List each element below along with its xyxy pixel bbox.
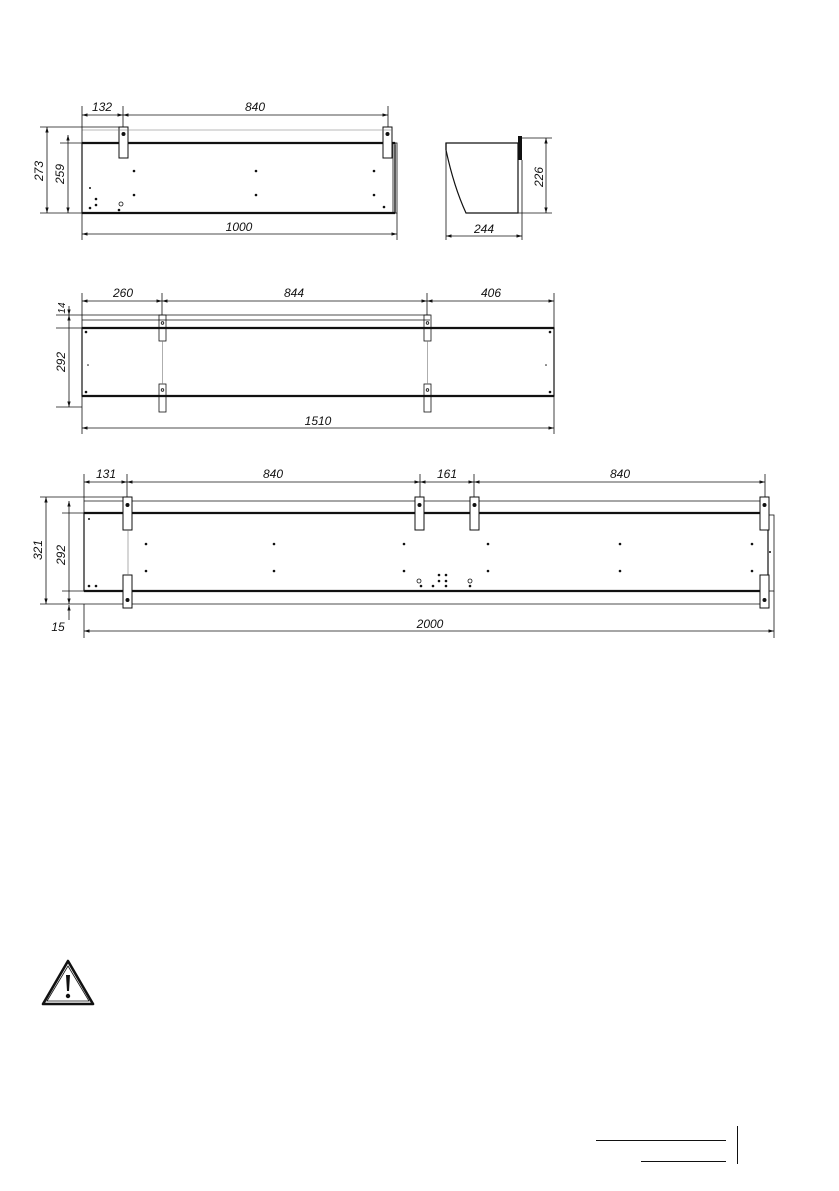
profile-outline: [446, 143, 518, 213]
dim-406-label: 406: [480, 286, 502, 300]
dim-840-right-label: 840: [609, 467, 631, 481]
dim-1510-label: 1510: [304, 414, 332, 428]
dim-226-label: 226: [532, 166, 546, 188]
dim-844-label: 844: [283, 286, 305, 300]
footer-rule-upper: [596, 1140, 726, 1141]
mounting-bracket: [123, 497, 132, 530]
dim-292-label: 292: [54, 351, 68, 373]
mounting-bracket: [123, 575, 132, 608]
side-profile-view: [446, 136, 552, 240]
mounting-bracket: [760, 497, 769, 530]
dim-2000-label: 2000: [416, 617, 444, 631]
profile-bracket: [518, 136, 522, 160]
heater-1000-view: [32, 100, 397, 240]
dim-14-label: 14: [57, 302, 68, 314]
footer-rule-lower: [641, 1161, 726, 1162]
dim-131-label: 131: [95, 467, 117, 481]
mounting-bracket: [415, 497, 424, 530]
heater-1510-view: [54, 286, 554, 434]
dim-840-label: 840: [244, 100, 266, 114]
mounting-bracket: [159, 384, 166, 412]
heater-1000-body: [82, 143, 395, 213]
mounting-bracket: [470, 497, 479, 530]
mounting-bracket: [424, 384, 431, 412]
mounting-bracket: [383, 127, 392, 158]
dim-132-label: 132: [91, 100, 113, 114]
dim-1000-label: 1000: [225, 220, 253, 234]
heater-2000-body: [84, 513, 768, 591]
mounting-bracket: [760, 575, 769, 608]
dim-244-label: 244: [473, 222, 495, 236]
dim-15-label: 15: [51, 620, 65, 634]
heater-1510-body: [82, 328, 554, 396]
dim-292-label: 292: [54, 544, 68, 566]
dim-161-label: 161: [436, 467, 458, 481]
dim-273-label: 273: [32, 160, 46, 182]
footer-divider: [737, 1126, 738, 1164]
heater-2000-view: [31, 467, 774, 638]
warning-triangle-icon: [43, 961, 93, 1004]
dim-321-label: 321: [31, 539, 45, 561]
dim-260-label: 260: [112, 286, 134, 300]
dim-840-left-label: 840: [262, 467, 284, 481]
dim-259-label: 259: [53, 163, 67, 185]
mounting-bracket: [119, 127, 128, 158]
